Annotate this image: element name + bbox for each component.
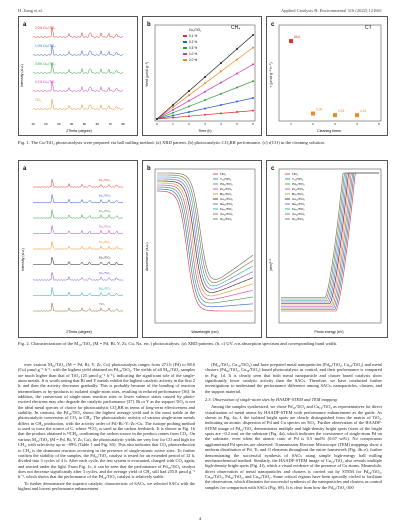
section-subheading: 2.3. Observation of single-atom sites by HAADF-STEM and TEM mapping xyxy=(205,397,337,403)
fig1c-value-label: 86.6 xyxy=(294,35,301,40)
fig2b-ylabel: Absorbance (a.u.) xyxy=(145,242,149,271)
fig2a-letter: a xyxy=(23,166,27,172)
fig2b-curve xyxy=(157,187,253,303)
fig1a-trace-line xyxy=(33,99,123,110)
fig1b-point xyxy=(220,70,222,72)
fig1b-point xyxy=(220,112,222,114)
fig2c-xlabel: Photo energy (eV) xyxy=(314,330,344,334)
fig1b-point xyxy=(236,59,238,61)
fig2a-trace-line xyxy=(33,303,123,312)
fig1b-point xyxy=(252,63,254,65)
fig1b-point xyxy=(252,97,254,99)
fig1b-point xyxy=(236,73,238,75)
fig2c-legend-label: Pd₁₀/TiO₂ xyxy=(292,182,305,186)
fig1b-legend-swatch xyxy=(183,35,187,37)
fig1b-tick-label: 1 xyxy=(172,122,174,126)
fig2b-legend-label: Co₁₀/TiO₂ xyxy=(220,212,233,216)
fig2-panel-b xyxy=(142,160,262,338)
fig1a-trace-label: 0.5% Cu₁/TiO₂ xyxy=(35,62,56,66)
fig2b-curve xyxy=(157,181,253,293)
header-journal: Applied Catalysis B: Environmental 316 (2022) 121661 xyxy=(281,8,382,13)
fig2a-xlabel: 2Theta (degree) xyxy=(66,330,92,334)
fig1b-point xyxy=(204,114,206,116)
fig1b-point xyxy=(236,101,238,103)
fig1b-point xyxy=(172,109,174,111)
fig1c-marks xyxy=(289,35,380,126)
figure-1 xyxy=(18,16,382,136)
fig1b-point xyxy=(236,87,238,89)
fig1b-point xyxy=(188,111,190,113)
fig1b-legend-swatch xyxy=(183,41,187,43)
fig1b-point xyxy=(188,94,190,96)
fig2b-legend-label: TiO₂ xyxy=(220,172,226,176)
header-authors: H. Jiang et al. xyxy=(18,8,43,13)
body-text xyxy=(18,362,382,492)
fig1c-xlabel: Cleaning times xyxy=(317,129,341,133)
fig2b-legend-label: Pd₁₀/TiO₂ xyxy=(220,182,233,186)
fig2b-legend-label: Fe₁₀/TiO₂ xyxy=(220,207,233,211)
fig1b-chart xyxy=(143,17,261,135)
fig1b-point xyxy=(252,110,254,112)
fig1b-legend-label: Cu₁/TiO₂ xyxy=(189,28,202,32)
fig1b-point xyxy=(236,111,238,113)
fig1c-title: CT xyxy=(365,25,372,31)
fig2b-curve xyxy=(157,185,253,299)
fig2a-trace-label: M₁₀/TiO₂ xyxy=(99,178,111,182)
fig2c-legend-label: Y₁₀/TiO₂ xyxy=(292,177,303,181)
fig1b-legend-swatch xyxy=(183,53,187,55)
fig1b-point xyxy=(220,93,222,95)
fig1b-point xyxy=(172,112,174,114)
fig1a-tick-label: 50 xyxy=(82,122,87,126)
fig1a-tick-label: 60 xyxy=(95,122,99,126)
fig1a-tick-label: 20 xyxy=(44,122,48,126)
body-right-p1: (Pd₁₀/TiO₂, Cu₁₀/TiO₂) and have prepared metal nanoparticles (Pd₂₀/TiO₂, Cu₂₀/TiO₂) and metal clusters (Pd₃₀/TiO₂, Cu₃₀/TiO₂) based photocatalysts as control, and their performance is compared in Fig. 1d. It is clearly seen that both metal nanoparticle and cluster based catalysts show significantly lower catalytic activity than the SACs. Therefore, we have conducted further investigations to understand the performance difference among SACs, nanoparticles, clusters, and the support material. xyxy=(205,362,382,394)
fig1c-marker xyxy=(333,113,337,117)
fig1b-point xyxy=(204,99,206,101)
fig2c-legend-label: Na₁₀/TiO₂ xyxy=(292,202,305,206)
fig1c-tick-label: 2 xyxy=(312,122,314,126)
fig1b-point xyxy=(236,48,238,50)
fig1b-letter: b xyxy=(147,22,151,28)
fig1b-tick-label: 3 xyxy=(204,122,206,126)
fig1b-point xyxy=(188,115,190,117)
fig2c-legend-label: TiO₂ xyxy=(292,172,298,176)
fig1b-point xyxy=(204,82,206,84)
fig2c-legend-label: Cu₁₀/TiO₂ xyxy=(292,197,305,201)
fig2b-legend-label: Bi₁₀/TiO₂ xyxy=(220,192,232,196)
fig1b-point xyxy=(204,108,206,110)
fig1-panel-c xyxy=(266,16,388,136)
fig1b-tick-label: 6 xyxy=(252,122,254,126)
fig2c-ylabel: (αhν)¹ᐟ² xyxy=(269,258,273,271)
fig2c-chart xyxy=(267,161,387,337)
fig1b-point xyxy=(156,118,158,120)
fig1a-tick-label: 70 xyxy=(108,122,112,126)
fig1b-point xyxy=(252,47,254,49)
body-right-p2: Among the samples synthesized, we chose Pd₁₀/TiO₂ and Cu₁₀/TiO₂ as representatives for direct visualization of metal atoms by HAADF-STEM with performance enhancement as the guide. As shown in Fig. 4a, f, the isolated bright spots are clearly distinguished from the matrix of TiO₂, indicating an atomic dispersion of Pd and Cu species on TiO₂. Further observation of the HAADF-STEM image of Pd₁₀/TiO₂ demonstrates multiple and high-density bright spots (sizes of the bright spots are ~0.2 nm) on the substrate (Fig. 4a), which indicates the coexistence of single-atom Pd on the substrate, even when the atomic ratio of Pd is 0.5 mol% (0.67 wt%). No conspicuous agglomerated Pd species are observed. Transmission Electron Microscope (TEM) mappings show a uniform distribution of Pd, Ti, and O elements throughout the entire framework (Fig. 4b–e), further demonstrating the successful synthesis of SACs using simple high-energy ball milling mechanochemical method. Similarly, the HAADF-STEM image of Cu₁₀/TiO₂ also reveals multiple high-density bright spots (Fig. 4f), which a visual evidence of the presence of Cu atoms. Meanwhile, direct observation of metal nanoparticles and clusters is carried out by STEM for Pd₂₀/TiO₂, Cu₂₀/TiO₂, Pd₃₀/TiO₂, and Cu₃₀/TiO₂. Some critical regions have been specially circled to facilitate the observation, which illustrates the successful synthesis of the nanoparticles and clusters as control samples for comparison with SACs (Fig. S8). It is clear from how the Pd₁₀/TiO₂-300 xyxy=(205,404,382,490)
fig1b-point xyxy=(188,100,190,102)
fig1-caption: Fig. 1. The Cu/TiO₂ photocatalysts were prepared via ball milling method. (a) XRD pattern. (b) photocatalytic CO₂RR performance. (c) r(CO) in the cleaning solution. xyxy=(18,140,325,145)
fig1a-letter: a xyxy=(23,22,27,28)
fig1-panel-b xyxy=(142,16,262,136)
fig2b-curves xyxy=(157,173,253,311)
running-header xyxy=(18,8,382,13)
fig2b-legend-label: Na₁₀/TiO₂ xyxy=(220,202,233,206)
fig1b-legend-label: 1.0 % xyxy=(189,52,198,56)
fig1a-trace-label: TiO₂ xyxy=(35,98,42,102)
fig2b-legend-label: Y₁₀/TiO₂ xyxy=(220,177,231,181)
fig2b-legend-label: Zr₁₀/TiO₂ xyxy=(220,187,232,191)
fig1c-ylabel: r (μmol g⁻¹ h⁻¹) xyxy=(269,62,273,87)
fig1c-tick-label: 5 xyxy=(378,122,380,126)
fig1b-legend-label: 0.5 % xyxy=(189,46,198,50)
fig2b-curve xyxy=(157,191,253,311)
fig1a-traces xyxy=(33,26,123,110)
fig1b-point xyxy=(172,104,174,106)
fig1a-tick-label: 30 xyxy=(57,122,61,126)
fig1a-ticks xyxy=(31,122,125,126)
fig1a-tick-label: 80 xyxy=(121,122,125,126)
fig1b-point xyxy=(172,106,174,108)
fig1b-point xyxy=(204,91,206,93)
fig1b-legend-swatch xyxy=(183,29,187,31)
fig2c-letter: c xyxy=(271,166,275,172)
fig1b-series xyxy=(156,34,254,120)
fig1b-xlabel: Time (h) xyxy=(198,129,212,133)
fig1-panel-a xyxy=(18,16,138,136)
fig1c-value-label: 6.09 xyxy=(316,107,323,112)
fig1a-xlabel: 2Theta (degree) xyxy=(66,129,92,133)
fig2a-trace-label: M₈₀/TiO₂ xyxy=(99,286,111,291)
fig2a-trace-label: M₂₀/TiO₂ xyxy=(99,193,111,198)
body-left-p1: over various M₁₀/TiO₂ (M = Pd, Bi, Y, Zr, Cu) photocatalysts ranges from 271.6 (Pd) to 88.6 (Cu) µmol g⁻¹ h⁻¹, with the highest yield obtained on Pd₁₀/TiO₂. The yields of all M₁₀/TiO₂ samples are much higher than that of TiO₂ (25 µmol g⁻¹ h⁻¹), indicating the significant role of the single-atom metals. It is worth noting that Bi and Y metals exhibit the highest catalytic activity in the first 2 h, and then the activity decreases gradually. This is probably because of the bonding of reaction intermediates or by-products to isolated single-atom sites, resulting in reduced performance [36]. In addition, the conversion of single-atom reaction sites to lower valence states caused by photo-excited electrons may also degrade the catalytic performance [37]. Bi or Y as the support TiO₂ is not the ideal metal species of choice for photocatalytic CO₂RR in terms of long-term effectiveness and stability. In contrast, the Pd₁₀/TiO₂ shows the highest average yield and is the most stable in the photocatalytic conversion of CO₂ to CH₄. The photocatalytic activity of various single-atom metals differs in CH₄ production, with the activity order of Pd>Bi>Y>Zr>Cu. The isotope probing method is used to trace the source of C, where ¹³CO₂ is used as the carbon feedstock. It is shown in Fig. 1b that the product obtained is ¹³CH₄, confirming the carbon source in the product comes from CO₂. On various M₁₀/TiO₂ (M = Pd, Bi, Y, Zr, Cu), the photocatalytic yields are very low for CO and high for CH₄, with selectivity up to ~99% (Table 1 and Fig. S5). This also indicates that CO₂ photoreduction to CH₄ is the dominant reaction occurring in the presence of single-atomic active sites. To further confirm the stability of the samples, the Pd₁₀/TiO₂ catalyst is tested for an extended period of 12 h, divided into 3 cycles of 4 h. After each cycle, the test system is evacuated, charged with CO₂ again, and reacted under the light. From Fig. 1c, it can be seen that the performance of Pd₁₀/TiO₂ catalyst does not decrease significantly after 3 cycles, and the average yield of CH₄ still had 255.8 µmol g⁻¹ h⁻¹, which shows that the performance of the Pd₁₀/TiO₂ catalyst is relatively stable. xyxy=(18,362,195,480)
fig1a-ylabel: Intensity (a.u.) xyxy=(20,64,24,87)
body-left-p2: To further demonstrate the superior catalytic characteristic of SACs, we selected SACs with the highest and lowest performance enhancement xyxy=(18,480,195,491)
fig2a-trace-label: M₆₀/TiO₂ xyxy=(99,255,111,260)
fig1b-point xyxy=(252,80,254,82)
fig2b-curve xyxy=(157,183,253,296)
fig2c-legend-label: Fe₁₀/TiO₂ xyxy=(292,207,305,211)
fig2b-chart xyxy=(143,161,261,337)
fig2a-traces xyxy=(33,178,123,311)
fig1c-value-label: 4.33 xyxy=(338,109,345,114)
fig1a-tick-label: 40 xyxy=(69,122,74,126)
fig2a-trace-label: M₄₀/TiO₂ xyxy=(99,224,111,229)
fig1c-tick-label: 1 xyxy=(290,122,292,126)
fig1c-tick-label: 4 xyxy=(356,122,358,126)
fig1b-legend-label: 2.0 % xyxy=(189,58,198,62)
fig1b-title: CH₄ xyxy=(231,25,241,31)
fig2a-trace-label: M₃₀/TiO₂ xyxy=(99,209,111,213)
fig2c-legend-label: Bi₁₀/TiO₂ xyxy=(292,192,304,196)
fig1b-tick-label: 5 xyxy=(236,122,238,126)
fig1c-letter: c xyxy=(271,22,275,28)
fig1a-tick-label: 10 xyxy=(31,122,35,126)
fig2a-trace-label: M₅₀/TiO₂ xyxy=(99,240,111,244)
fig1a-trace-label: 2.0% Cu₁/TiO₂ xyxy=(35,26,56,30)
fig1a-trace-label: 0.1% Cu₁/TiO₂ xyxy=(35,80,56,84)
fig1b-point xyxy=(220,82,222,84)
fig1b-ylabel: Yield (μmol g⁻¹) xyxy=(145,61,149,87)
fig2b-legend xyxy=(213,172,234,221)
fig2b-curve xyxy=(157,173,253,279)
page-number: 4 xyxy=(198,516,202,521)
fig2b-legend-label: Ni₁₀/TiO₂ xyxy=(220,217,232,221)
fig1b-point xyxy=(172,117,174,119)
fig1c-marker xyxy=(289,39,293,43)
body-right-column xyxy=(205,362,382,492)
fig1b-legend-label: 0.2 % xyxy=(189,40,198,44)
fig1b-tick-label: 4 xyxy=(220,122,222,126)
fig1a-trace-label: 1.0% Cu₁/TiO₂ xyxy=(35,44,56,48)
fig2-panel-a xyxy=(18,160,138,338)
fig1b-point xyxy=(252,34,254,36)
fig2c-legend-label: Co₁₀/TiO₂ xyxy=(292,212,305,216)
fig2b-xlabel: Wavelength (nm) xyxy=(191,330,219,334)
fig1c-marker xyxy=(355,113,359,117)
fig2a-trace-label: M₇₀/TiO₂ xyxy=(99,271,111,275)
fig2c-legend xyxy=(285,172,306,221)
fig1b-point xyxy=(220,62,222,64)
fig2b-letter: b xyxy=(147,166,151,172)
fig1b-tick-label: 2 xyxy=(188,122,190,126)
fig1c-value-label: 4.23 xyxy=(360,109,367,114)
fig1b-point xyxy=(188,105,190,107)
fig2-panel-c xyxy=(266,160,388,338)
fig2b-curve xyxy=(157,179,253,289)
fig1b-point xyxy=(172,115,174,117)
fig2-caption: Fig. 2. Characterization of the M₁₀/TiO₂ (M = Pd, Bi, Y, Zr, Cu, Na, etc.) photocatalysts. (a) XRD patterns. (b, c) UV–vis absorption spectrum and corresponding band width. xyxy=(18,341,338,346)
fig1b-legend xyxy=(183,28,202,62)
fig1b-point xyxy=(204,76,206,78)
fig1b-tick-label: 0 xyxy=(156,122,158,126)
fig1b-legend-swatch xyxy=(183,59,187,61)
fig1c-marker xyxy=(311,112,315,116)
fig2b-curve xyxy=(157,175,253,283)
fig1b-legend-label: 0.1 % xyxy=(189,34,198,38)
fig2a-chart xyxy=(19,161,137,337)
fig2c-legend-label: Zr₁₀/TiO₂ xyxy=(292,187,304,191)
figure-2 xyxy=(18,160,382,338)
fig1b-ticks xyxy=(156,122,254,126)
fig2a-trace-label: TiO₂ xyxy=(99,302,105,306)
fig1b-point xyxy=(220,104,222,106)
fig1c-tick-label: 3 xyxy=(334,122,336,126)
fig2b-legend-label: Cu₁₀/TiO₂ xyxy=(220,197,233,201)
body-left-column xyxy=(18,362,195,492)
fig1b-legend-swatch xyxy=(183,47,187,49)
fig2c-legend-label: Ni₁₀/TiO₂ xyxy=(292,217,304,221)
fig2a-ylabel: Intensity (a.u.) xyxy=(21,248,25,271)
fig1a-chart xyxy=(19,17,137,135)
fig1c-chart xyxy=(267,17,387,135)
fig1b-point xyxy=(188,90,190,92)
